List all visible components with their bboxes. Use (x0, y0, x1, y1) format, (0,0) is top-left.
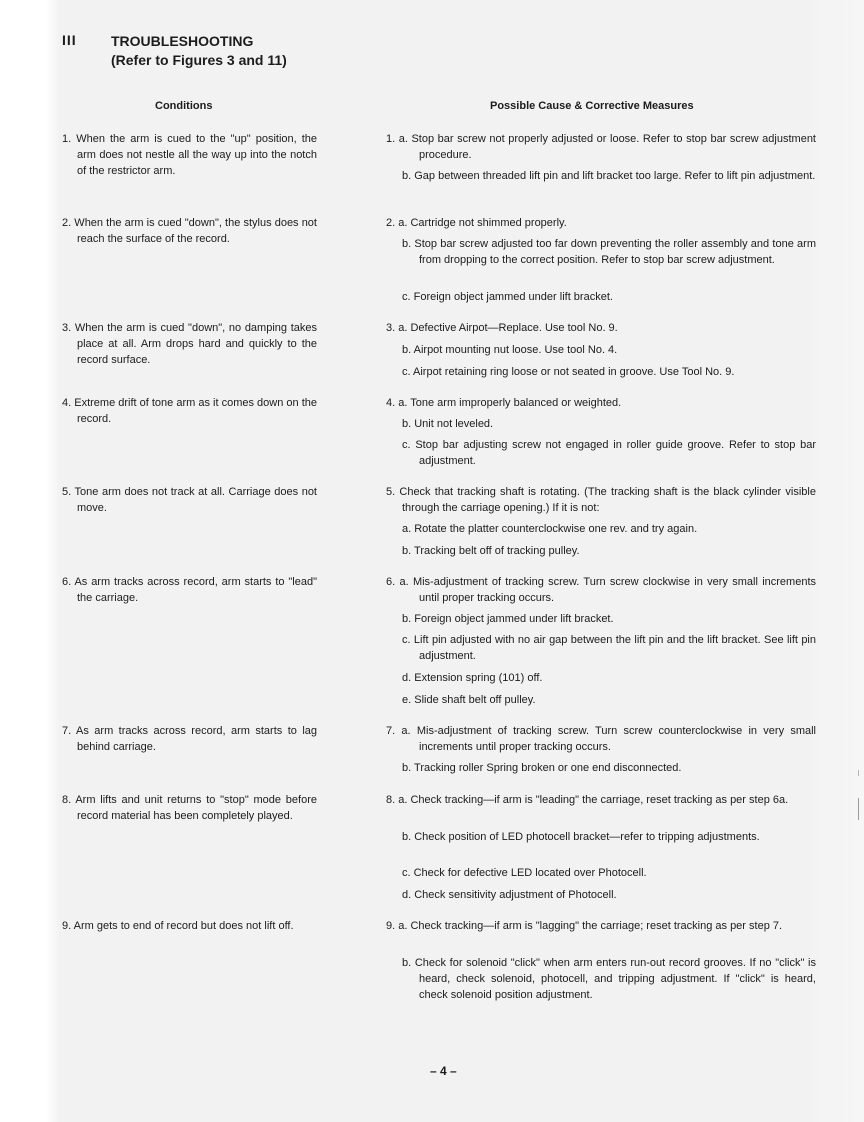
cause-1b: b. Gap between threaded lift pin and lift bracket too large. Refer to lift pin adjustment. (402, 170, 816, 182)
condition-8: 8. Arm lifts and unit returns to "stop" mode before record material has been completely played. (62, 794, 317, 822)
scan-edge-mark (858, 798, 859, 820)
cause-5b: b. Tracking belt off of tracking pulley. (402, 545, 580, 557)
condition-9: 9. Arm gets to end of record but does not lift off. (62, 920, 294, 932)
cause-4a: 4. a. Tone arm improperly balanced or weighted. (386, 397, 622, 409)
cause-4c: c. Stop bar adjusting screw not engaged in roller guide groove. Refer to stop bar adjustment. (402, 439, 816, 467)
cause-9a: 9. a. Check tracking—if arm is "lagging" the carriage; reset tracking as per step 7. (386, 920, 783, 932)
cause-6a: 6. a. Mis-adjustment of tracking screw. Turn screw clockwise in very small increments until proper tracking occurs. (386, 576, 816, 604)
cause-1a: 1. a. Stop bar screw not properly adjusted or loose. Refer to stop bar screw adjustment procedure. (386, 133, 816, 161)
section-number: III (62, 32, 77, 48)
cause-5a: a. Rotate the platter counterclockwise one rev. and try again. (402, 523, 698, 535)
cause-8c: c. Check for defective LED located over Photocell. (402, 867, 647, 879)
section-title-block (111, 32, 287, 70)
cause-6b: b. Foreign object jammed under lift bracket. (402, 613, 614, 625)
section-title: TROUBLESHOOTING (111, 33, 254, 49)
cause-8b: b. Check position of LED photocell bracket—refer to tripping adjustments. (402, 831, 760, 843)
section-subtitle: (Refer to Figures 3 and 11) (111, 52, 287, 68)
condition-1: 1. When the arm is cued to the "up" position, the arm does not nestle all the way up into the notch of the restrictor arm. (62, 133, 317, 177)
condition-2: 2. When the arm is cued "down", the stylus does not reach the surface of the record. (62, 217, 317, 245)
condition-6: 6. As arm tracks across record, arm starts to "lead" the carriage. (62, 576, 317, 604)
cause-3a: 3. a. Defective Airpot—Replace. Use tool No. 9. (386, 322, 618, 334)
cause-3c: c. Airpot retaining ring loose or not seated in groove. Use Tool No. 9. (402, 366, 735, 378)
cause-2a: 2. a. Cartridge not shimmed properly. (386, 217, 567, 229)
cause-8d: d. Check sensitivity adjustment of Photocell. (402, 889, 617, 901)
conditions-header: Conditions (155, 100, 213, 112)
cause-7a: 7. a. Mis-adjustment of tracking screw. Turn screw counterclockwise in very small increments until proper tracking occurs. (386, 725, 816, 753)
cause-2c: c. Foreign object jammed under lift bracket. (402, 291, 613, 303)
cause-6c: c. Lift pin adjusted with no air gap between the lift pin and the lift bracket. See lift pin adjustment. (402, 634, 816, 662)
condition-3: 3. When the arm is cued "down", no damping takes place at all. Arm drops hard and quickly to the record surface. (62, 322, 317, 366)
cause-6e: e. Slide shaft belt off pulley. (402, 694, 536, 706)
page-number: – 4 – (430, 1064, 457, 1078)
causes-header: Possible Cause & Corrective Measures (490, 100, 694, 112)
cause-3b: b. Airpot mounting nut loose. Use tool No. 4. (402, 344, 618, 356)
condition-4: 4. Extreme drift of tone arm as it comes down on the record. (62, 397, 317, 425)
cause-6d: d. Extension spring (101) off. (402, 672, 543, 684)
scan-edge-mark (858, 770, 859, 776)
cause-4b: b. Unit not leveled. (402, 418, 494, 430)
condition-5: 5. Tone arm does not track at all. Carriage does not move. (62, 486, 317, 514)
cause-9b: b. Check for solenoid "click" when arm enters run-out record grooves. If no "click" is heard, check solenoid, photocell, and tripping adjustment. If "click" is heard, check solenoid position adjustment. (402, 957, 816, 1001)
cause-7b: b. Tracking roller Spring broken or one end disconnected. (402, 762, 682, 774)
condition-7: 7. As arm tracks across record, arm starts to lag behind carriage. (62, 725, 317, 753)
cause-2b: b. Stop bar screw adjusted too far down preventing the roller assembly and tone arm from dropping to the correct position. Refer to stop bar screw adjustment. (402, 238, 816, 266)
cause-5: 5. Check that tracking shaft is rotating. (The tracking shaft is the black cylinder visible through the carriage opening.) If it is not: (386, 486, 816, 514)
cause-8a: 8. a. Check tracking—if arm is "leading" the carriage, reset tracking as per step 6a. (386, 794, 789, 806)
